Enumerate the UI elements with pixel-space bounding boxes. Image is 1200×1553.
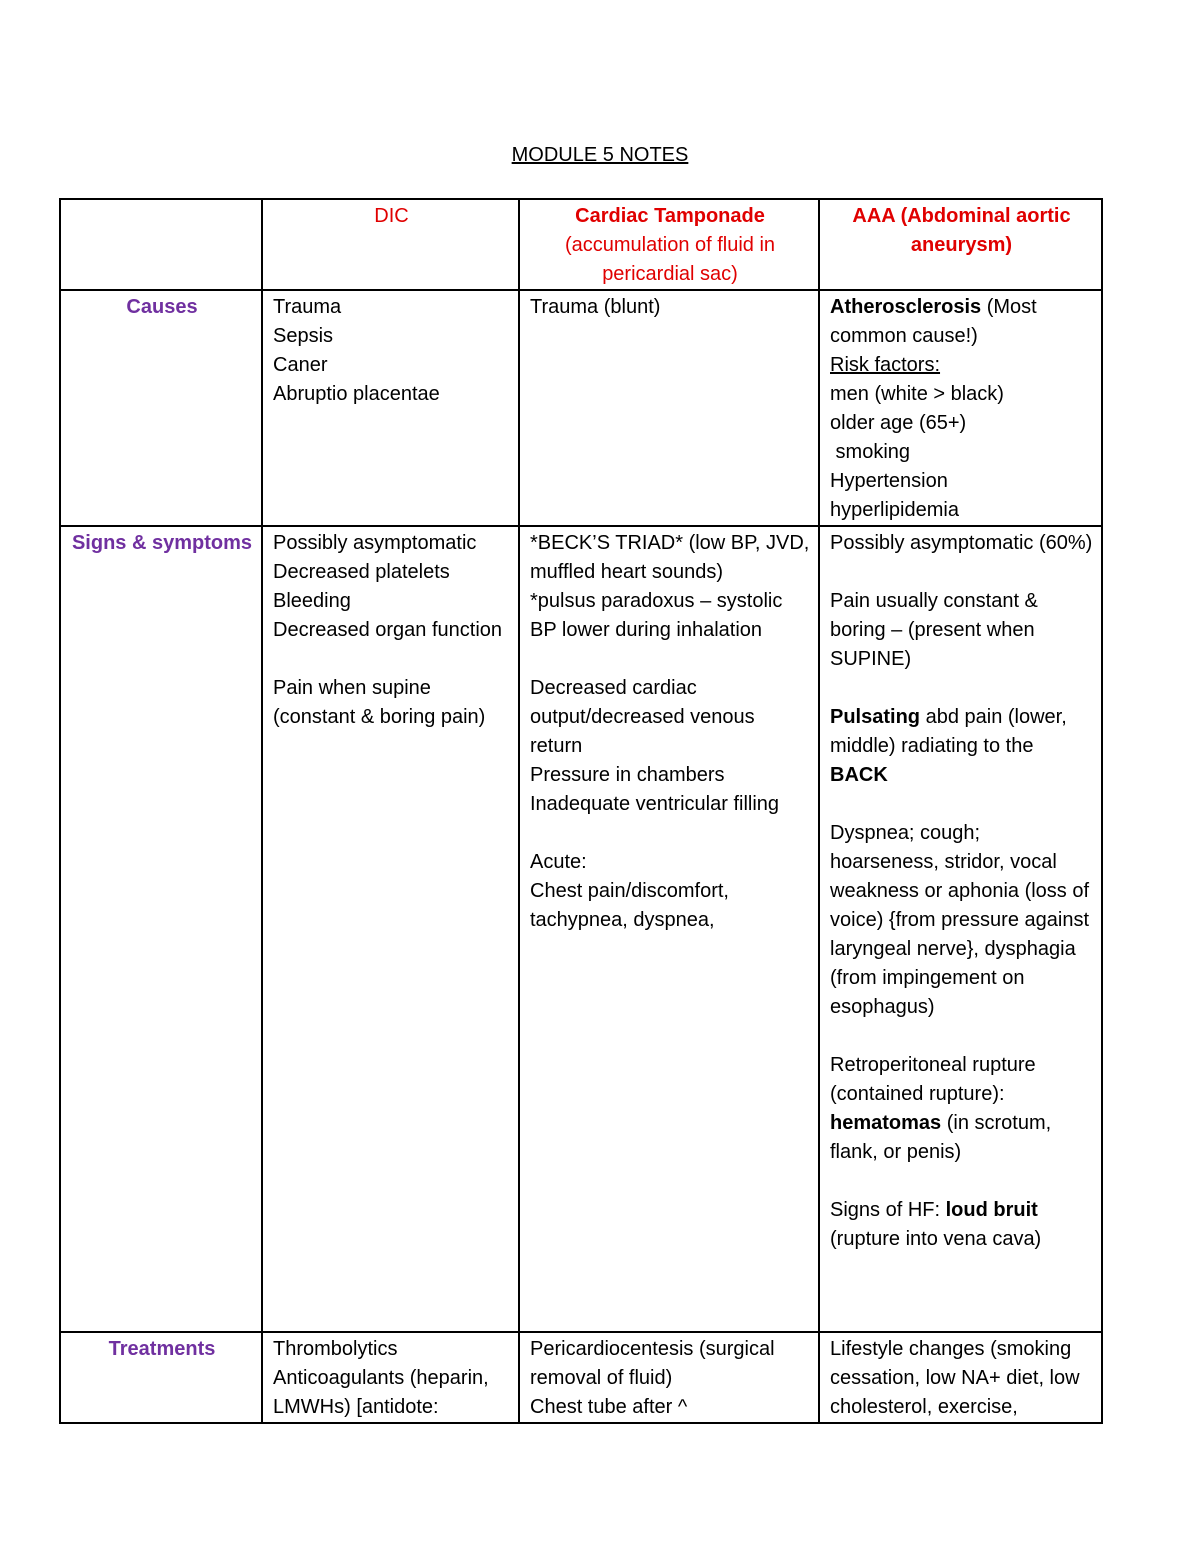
list-item: Inadequate ventricular filling bbox=[530, 793, 780, 815]
aaa-cause bbox=[830, 293, 1093, 351]
list-item: Sepsis bbox=[273, 325, 334, 347]
signs-ct-cell bbox=[519, 526, 819, 1332]
header-dic bbox=[262, 199, 519, 290]
list-item: Decreased cardiac output/decreased venous return bbox=[530, 677, 755, 757]
list-item: Thrombolytics bbox=[273, 1338, 398, 1360]
list-item: Possibly asymptomatic (60%) bbox=[830, 532, 1093, 554]
row-label-causes: Causes bbox=[60, 290, 262, 526]
treatments-ct-cell bbox=[519, 1332, 819, 1423]
list-item: Retroperitoneal rupture (contained rupture): bbox=[830, 1054, 1036, 1105]
list-item: Abruptio placentae bbox=[273, 383, 440, 405]
list-item bbox=[830, 1109, 1093, 1167]
list-item: Anticoagulants (heparin, LMWHs) [antidote: bbox=[273, 1367, 489, 1418]
header-cardiac-tamponade bbox=[519, 199, 819, 290]
aaa-cause-bold: Atherosclerosis bbox=[830, 296, 982, 318]
header-dic-label: DIC bbox=[374, 205, 409, 227]
corner-cell bbox=[60, 199, 262, 290]
list-item: Decreased organ function bbox=[273, 619, 503, 641]
causes-aaa-cell bbox=[819, 290, 1102, 526]
causes-dic-cell bbox=[262, 290, 519, 526]
acute-label: Acute: bbox=[530, 851, 587, 873]
list-item: smoking bbox=[830, 441, 911, 463]
header-aaa bbox=[819, 199, 1102, 290]
header-ct-title: Cardiac Tamponade bbox=[575, 205, 765, 227]
list-item: Pericardiocentesis (surgical removal of fluid) bbox=[530, 1338, 775, 1389]
causes-row bbox=[60, 290, 1102, 526]
hematomas-bold: hematomas bbox=[830, 1112, 942, 1134]
list-item bbox=[830, 703, 1093, 790]
list-item: men (white > black) bbox=[830, 383, 1004, 405]
row-label-signs: Signs & symptoms bbox=[60, 526, 262, 1332]
row-label-treatments: Treatments bbox=[60, 1332, 262, 1423]
page-title: MODULE 5 NOTES bbox=[511, 144, 689, 166]
hematomas-rest: (in scrotum, flank, or penis) bbox=[830, 1112, 1052, 1163]
causes-ct-cell bbox=[519, 290, 819, 526]
header-ct-subtitle: (accumulation of fluid in pericardial sac) bbox=[564, 234, 776, 285]
list-item: *pulsus paradoxus – systolic BP lower during inhalation bbox=[530, 590, 783, 641]
list-item: Trauma (blunt) bbox=[530, 296, 661, 318]
header-aaa-label: AAA (Abdominal aortic aneurysm) bbox=[852, 205, 1071, 256]
list-item: Pressure in chambers bbox=[530, 764, 725, 786]
list-item: Caner bbox=[273, 354, 328, 376]
list-item: Possibly asymptomatic bbox=[273, 532, 477, 554]
list-item: Chest tube after ^ bbox=[530, 1396, 688, 1418]
risk-factors-heading: Risk factors: bbox=[830, 354, 941, 376]
treatments-dic-cell bbox=[262, 1332, 519, 1423]
list-item: Chest pain/discomfort, tachypnea, dyspnea, bbox=[530, 880, 729, 931]
list-item: *BECK’S TRIAD* (low BP, JVD, muffled heart sounds) bbox=[530, 532, 810, 583]
list-item: Dyspnea; cough; hoarseness, stridor, vocal weakness or aphonia (loss of voice) {from pressure against laryngeal nerve}, dysphagia (from impingement on esophagus) bbox=[830, 822, 1090, 1018]
pulsating-bold: Pulsating bbox=[830, 706, 921, 728]
list-item: Bleeding bbox=[273, 590, 351, 612]
notes-table bbox=[59, 198, 1103, 1424]
pulsating-rest: abd pain (lower, middle) radiating to the bbox=[830, 706, 1067, 757]
list-item: Pain when supine (constant & boring pain) bbox=[273, 677, 486, 728]
list-item bbox=[830, 1196, 1093, 1254]
signs-aaa-cell bbox=[819, 526, 1102, 1332]
header-row bbox=[60, 199, 1102, 290]
list-item: older age (65+) bbox=[830, 412, 967, 434]
bruit-bold: loud bruit bbox=[945, 1199, 1038, 1221]
signs-row bbox=[60, 526, 1102, 1332]
list-item: Pain usually constant & boring – (present when SUPINE) bbox=[830, 590, 1038, 670]
vena-cava-rest: (rupture into vena cava) bbox=[830, 1228, 1042, 1250]
list-item: Decreased platelets bbox=[273, 561, 450, 583]
aaa-cause-rest: (Most common cause!) bbox=[830, 296, 1037, 347]
treatments-row bbox=[60, 1332, 1102, 1423]
back-bold: BACK bbox=[830, 764, 888, 786]
hf-label: Signs of HF: bbox=[830, 1199, 946, 1221]
list-item: Trauma bbox=[273, 296, 342, 318]
list-item: Hypertension bbox=[830, 470, 948, 492]
signs-dic-cell bbox=[262, 526, 519, 1332]
list-item: hyperlipidemia bbox=[830, 499, 959, 521]
treatments-aaa-cell bbox=[819, 1332, 1102, 1423]
list-item: Lifestyle changes (smoking cessation, low NA+ diet, low cholesterol, exercise, bbox=[830, 1338, 1080, 1418]
